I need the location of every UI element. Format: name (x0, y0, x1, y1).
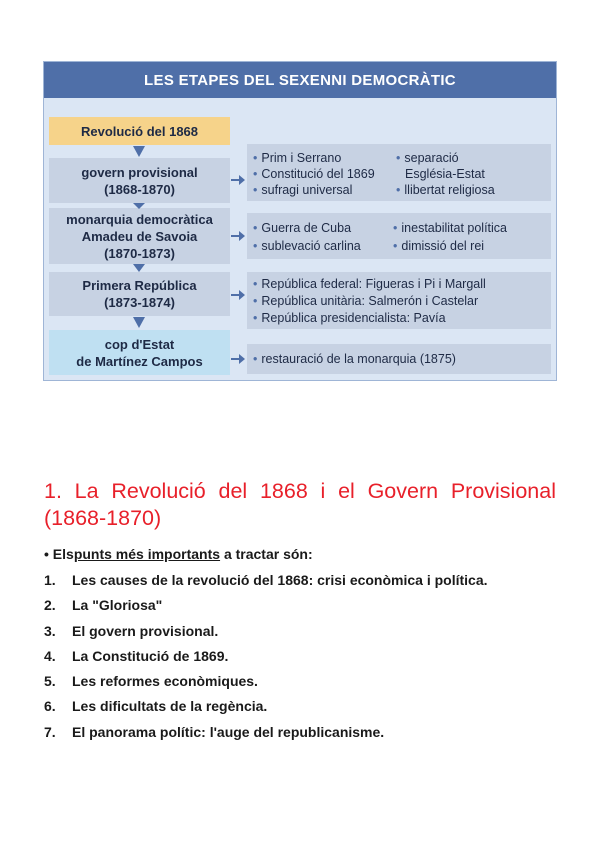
detail-monarquia (247, 213, 551, 259)
list-item: • sublevació carlina (253, 239, 361, 253)
list-item: 7. El panorama polític: l'auge del republicanisme. (44, 723, 385, 740)
list-item: • República federal: Figueras i Pi i Margall (253, 277, 486, 291)
stage-dates: (1868-1870) (104, 181, 175, 197)
list-item: • inestabilitat política (393, 221, 508, 235)
sexenni-diagram (43, 61, 557, 381)
intro-line (44, 546, 313, 562)
right-arrow-icon (231, 353, 245, 365)
list-item: • restauració de la monarquia (1875) (253, 352, 456, 366)
section-heading: 1. La Revolució del 1868 i el Govern Provisional (1868-1870) (44, 479, 556, 530)
stage-label: Primera República (82, 278, 197, 293)
right-arrow-icon (231, 174, 245, 186)
detail-govern-provisional (247, 144, 551, 201)
detail-cop-estat (247, 344, 551, 374)
stage-dates: (1870-1873) (104, 245, 175, 261)
detail-primera-republica (247, 272, 551, 329)
right-arrow-icon (231, 289, 245, 301)
list-item: • sufragi universal (253, 183, 353, 197)
list-item: 4. La Constitució de 1869. (44, 647, 229, 664)
stage-label: cop d'Estat (104, 336, 175, 352)
list-item: • dimissió del rei (393, 239, 485, 253)
right-arrow-icon (231, 230, 245, 242)
stage-primera-republica (49, 272, 230, 316)
bullet: • (44, 546, 49, 562)
down-arrow-icon (133, 203, 145, 214)
list-item: 5. Les reformes econòmiques. (44, 673, 258, 690)
list-item-continuation: Església-Estat (405, 167, 485, 181)
list-item: • Constitució del 1869 (253, 167, 375, 181)
stage-label: Revolució del 1868 (80, 123, 199, 139)
list-item: 3. El govern provisional. (44, 622, 219, 639)
list-item: • Guerra de Cuba (253, 221, 352, 235)
stage-label: monarquia democràtica (66, 211, 213, 227)
list-item: 2. La "Gloriosa" (44, 597, 163, 614)
down-arrow-icon (133, 264, 145, 275)
list-item: 6. Les dificultats de la regència. (44, 698, 268, 715)
stage-revolucio (49, 117, 230, 145)
stage-cop-estat (49, 330, 230, 375)
diagram-title: LES ETAPES DEL SEXENNI DEMOCRÀTIC (44, 62, 556, 98)
stage-sublabel: de Martínez Campos (76, 353, 203, 369)
intro-underlined: punts més importants (73, 546, 221, 562)
list-item: 1. Les causes de la revolució del 1868: crisi econòmica i política. (44, 572, 488, 588)
stage-monarquia (49, 208, 230, 264)
list-item: • Prim i Serrano (253, 151, 342, 165)
list-item: • llibertat religiosa (396, 183, 495, 197)
points-list (44, 572, 488, 749)
list-item: • República presidencialista: Pavía (253, 311, 446, 325)
intro-post: a tractar són: (223, 546, 313, 562)
stage-dates: (1873-1874) (104, 295, 175, 310)
down-arrow-icon (133, 317, 145, 328)
stage-govern-provisional (49, 158, 230, 203)
stage-label: govern provisional (81, 164, 198, 180)
list-item: • República unitària: Salmerón i Castelar (253, 294, 479, 308)
stage-sublabel: Amadeu de Savoia (81, 228, 198, 244)
down-arrow-icon (133, 146, 145, 157)
intro-pre: Els (52, 546, 74, 562)
list-item: • separació (396, 151, 459, 165)
